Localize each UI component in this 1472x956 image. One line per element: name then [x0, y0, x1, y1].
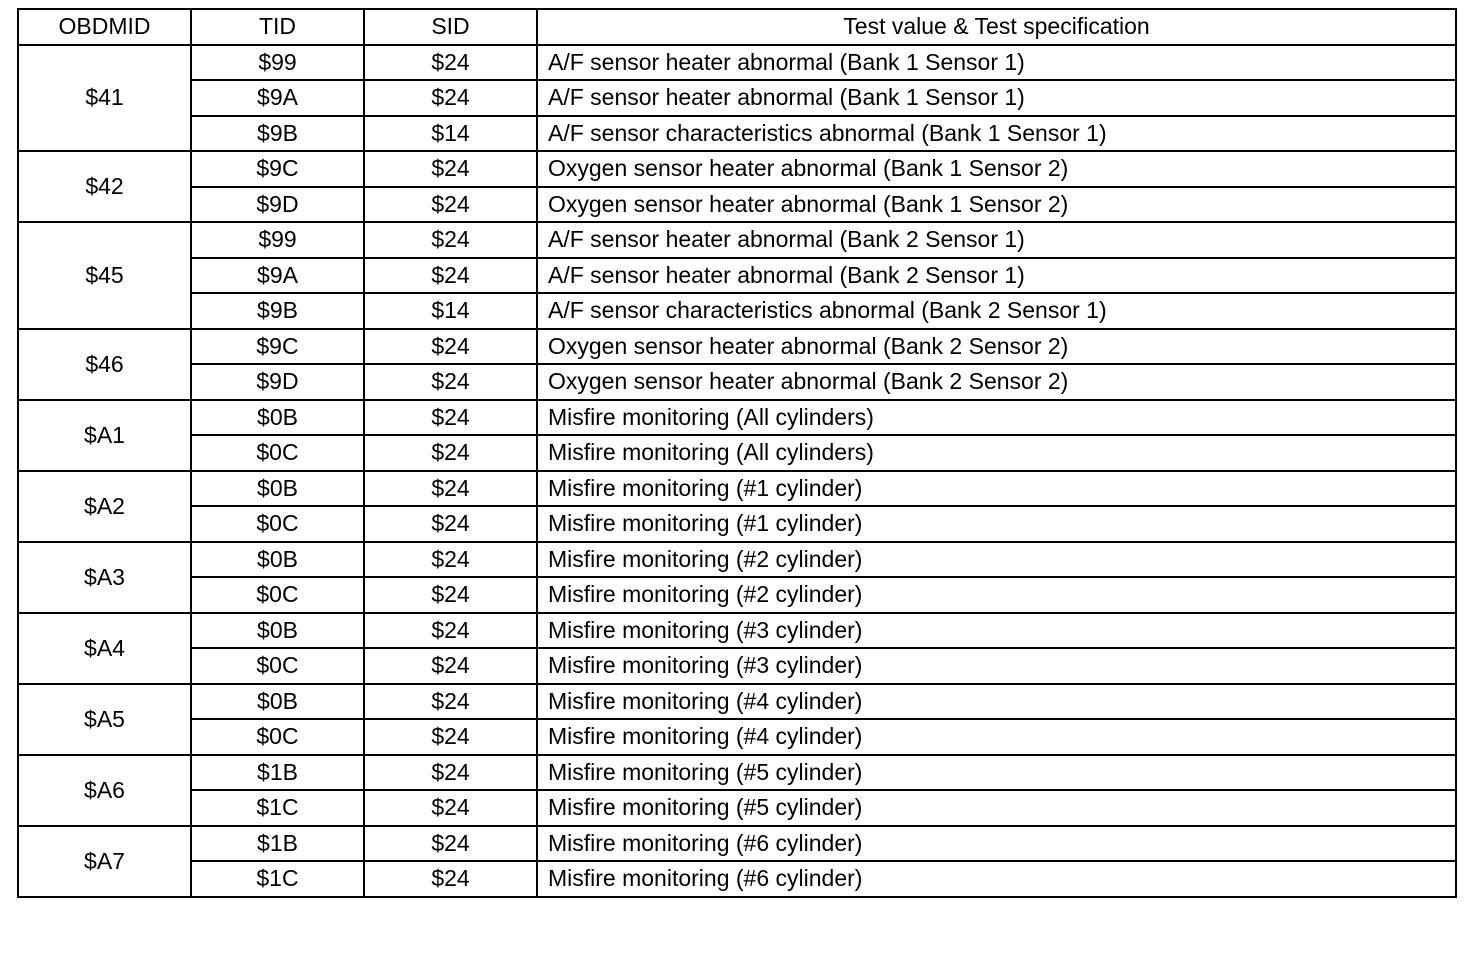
tid-cell: $1C — [191, 861, 364, 897]
sid-cell: $24 — [364, 364, 537, 400]
table-row — [18, 258, 1456, 294]
test-description-cell: Oxygen sensor heater abnormal (Bank 2 Sensor 2) — [537, 329, 1456, 365]
table-row — [18, 826, 1456, 862]
sid-cell: $14 — [364, 293, 537, 329]
tid-cell: $9C — [191, 151, 364, 187]
sid-cell: $24 — [364, 790, 537, 826]
test-description-cell: Misfire monitoring (#1 cylinder) — [537, 471, 1456, 507]
table-row — [18, 329, 1456, 365]
table-header — [18, 9, 1456, 45]
table-row — [18, 719, 1456, 755]
tid-cell: $0B — [191, 471, 364, 507]
tid-cell: $9B — [191, 116, 364, 152]
sid-cell: $24 — [364, 329, 537, 365]
test-description-cell: Misfire monitoring (#4 cylinder) — [537, 684, 1456, 720]
sid-cell: $24 — [364, 471, 537, 507]
tid-cell: $9B — [191, 293, 364, 329]
sid-cell: $24 — [364, 222, 537, 258]
test-description-cell: Misfire monitoring (#4 cylinder) — [537, 719, 1456, 755]
obd-monitor-table — [17, 8, 1457, 898]
header-row — [18, 9, 1456, 45]
tid-cell: $9A — [191, 80, 364, 116]
table-row — [18, 151, 1456, 187]
test-description-cell: Misfire monitoring (#2 cylinder) — [537, 577, 1456, 613]
obdmid-cell: $46 — [18, 329, 191, 400]
test-description-cell: Misfire monitoring (#3 cylinder) — [537, 613, 1456, 649]
test-description-cell: A/F sensor heater abnormal (Bank 2 Sensor 1) — [537, 258, 1456, 294]
table-row — [18, 790, 1456, 826]
test-description-cell: Misfire monitoring (#3 cylinder) — [537, 648, 1456, 684]
tid-cell: $99 — [191, 45, 364, 81]
test-description-cell: A/F sensor characteristics abnormal (Bank 2 Sensor 1) — [537, 293, 1456, 329]
sid-cell: $24 — [364, 435, 537, 471]
table-row — [18, 187, 1456, 223]
obdmid-cell: $A1 — [18, 400, 191, 471]
sid-cell: $24 — [364, 506, 537, 542]
test-description-cell: A/F sensor heater abnormal (Bank 1 Sensor 1) — [537, 80, 1456, 116]
sid-cell: $24 — [364, 258, 537, 294]
sid-cell: $24 — [364, 755, 537, 791]
sid-cell: $24 — [364, 400, 537, 436]
tid-cell: $9A — [191, 258, 364, 294]
tid-cell: $0C — [191, 648, 364, 684]
test-description-cell: Oxygen sensor heater abnormal (Bank 2 Sensor 2) — [537, 364, 1456, 400]
tid-cell: $99 — [191, 222, 364, 258]
table-row — [18, 400, 1456, 436]
table-row — [18, 755, 1456, 791]
tid-cell: $1C — [191, 790, 364, 826]
table-row — [18, 435, 1456, 471]
header-test-value: Test value & Test specification — [537, 9, 1456, 45]
test-description-cell: Misfire monitoring (#5 cylinder) — [537, 790, 1456, 826]
test-description-cell: A/F sensor characteristics abnormal (Bank 1 Sensor 1) — [537, 116, 1456, 152]
tid-cell: $1B — [191, 826, 364, 862]
sid-cell: $24 — [364, 45, 537, 81]
table-body — [18, 45, 1456, 897]
obdmid-cell: $42 — [18, 151, 191, 222]
table-row — [18, 542, 1456, 578]
tid-cell: $0B — [191, 613, 364, 649]
test-description-cell: A/F sensor heater abnormal (Bank 2 Sensor 1) — [537, 222, 1456, 258]
sid-cell: $24 — [364, 861, 537, 897]
obdmid-cell: $A4 — [18, 613, 191, 684]
obdmid-cell: $A7 — [18, 826, 191, 897]
table-row — [18, 506, 1456, 542]
sid-cell: $24 — [364, 719, 537, 755]
tid-cell: $0B — [191, 684, 364, 720]
table-row — [18, 116, 1456, 152]
tid-cell: $0C — [191, 577, 364, 613]
tid-cell: $0B — [191, 400, 364, 436]
tid-cell: $0C — [191, 506, 364, 542]
table-row — [18, 293, 1456, 329]
obdmid-cell: $A3 — [18, 542, 191, 613]
sid-cell: $24 — [364, 187, 537, 223]
sid-cell: $24 — [364, 80, 537, 116]
table-row — [18, 648, 1456, 684]
sid-cell: $24 — [364, 648, 537, 684]
obdmid-cell: $41 — [18, 45, 191, 152]
table-row — [18, 222, 1456, 258]
test-description-cell: Oxygen sensor heater abnormal (Bank 1 Sensor 2) — [537, 187, 1456, 223]
test-description-cell: Misfire monitoring (#6 cylinder) — [537, 861, 1456, 897]
test-description-cell: Misfire monitoring (#5 cylinder) — [537, 755, 1456, 791]
tid-cell: $1B — [191, 755, 364, 791]
sid-cell: $24 — [364, 577, 537, 613]
sid-cell: $24 — [364, 826, 537, 862]
sid-cell: $24 — [364, 613, 537, 649]
test-description-cell: Oxygen sensor heater abnormal (Bank 1 Sensor 2) — [537, 151, 1456, 187]
table-row — [18, 577, 1456, 613]
obdmid-cell: $A5 — [18, 684, 191, 755]
obdmid-cell: $A2 — [18, 471, 191, 542]
header-obdmid: OBDMID — [18, 9, 191, 45]
table-row — [18, 471, 1456, 507]
tid-cell: $0C — [191, 719, 364, 755]
sid-cell: $24 — [364, 151, 537, 187]
sid-cell: $24 — [364, 684, 537, 720]
obdmid-cell: $A6 — [18, 755, 191, 826]
tid-cell: $9D — [191, 187, 364, 223]
tid-cell: $0B — [191, 542, 364, 578]
test-description-cell: Misfire monitoring (All cylinders) — [537, 400, 1456, 436]
tid-cell: $9C — [191, 329, 364, 365]
header-tid: TID — [191, 9, 364, 45]
tid-cell: $9D — [191, 364, 364, 400]
tid-cell: $0C — [191, 435, 364, 471]
table-row — [18, 80, 1456, 116]
table-row — [18, 45, 1456, 81]
sid-cell: $14 — [364, 116, 537, 152]
header-sid: SID — [364, 9, 537, 45]
sid-cell: $24 — [364, 542, 537, 578]
test-description-cell: Misfire monitoring (#6 cylinder) — [537, 826, 1456, 862]
table-row — [18, 861, 1456, 897]
table-row — [18, 684, 1456, 720]
test-description-cell: Misfire monitoring (#1 cylinder) — [537, 506, 1456, 542]
test-description-cell: Misfire monitoring (All cylinders) — [537, 435, 1456, 471]
obdmid-cell: $45 — [18, 222, 191, 329]
test-description-cell: A/F sensor heater abnormal (Bank 1 Sensor 1) — [537, 45, 1456, 81]
table-row — [18, 364, 1456, 400]
table-row — [18, 613, 1456, 649]
test-description-cell: Misfire monitoring (#2 cylinder) — [537, 542, 1456, 578]
